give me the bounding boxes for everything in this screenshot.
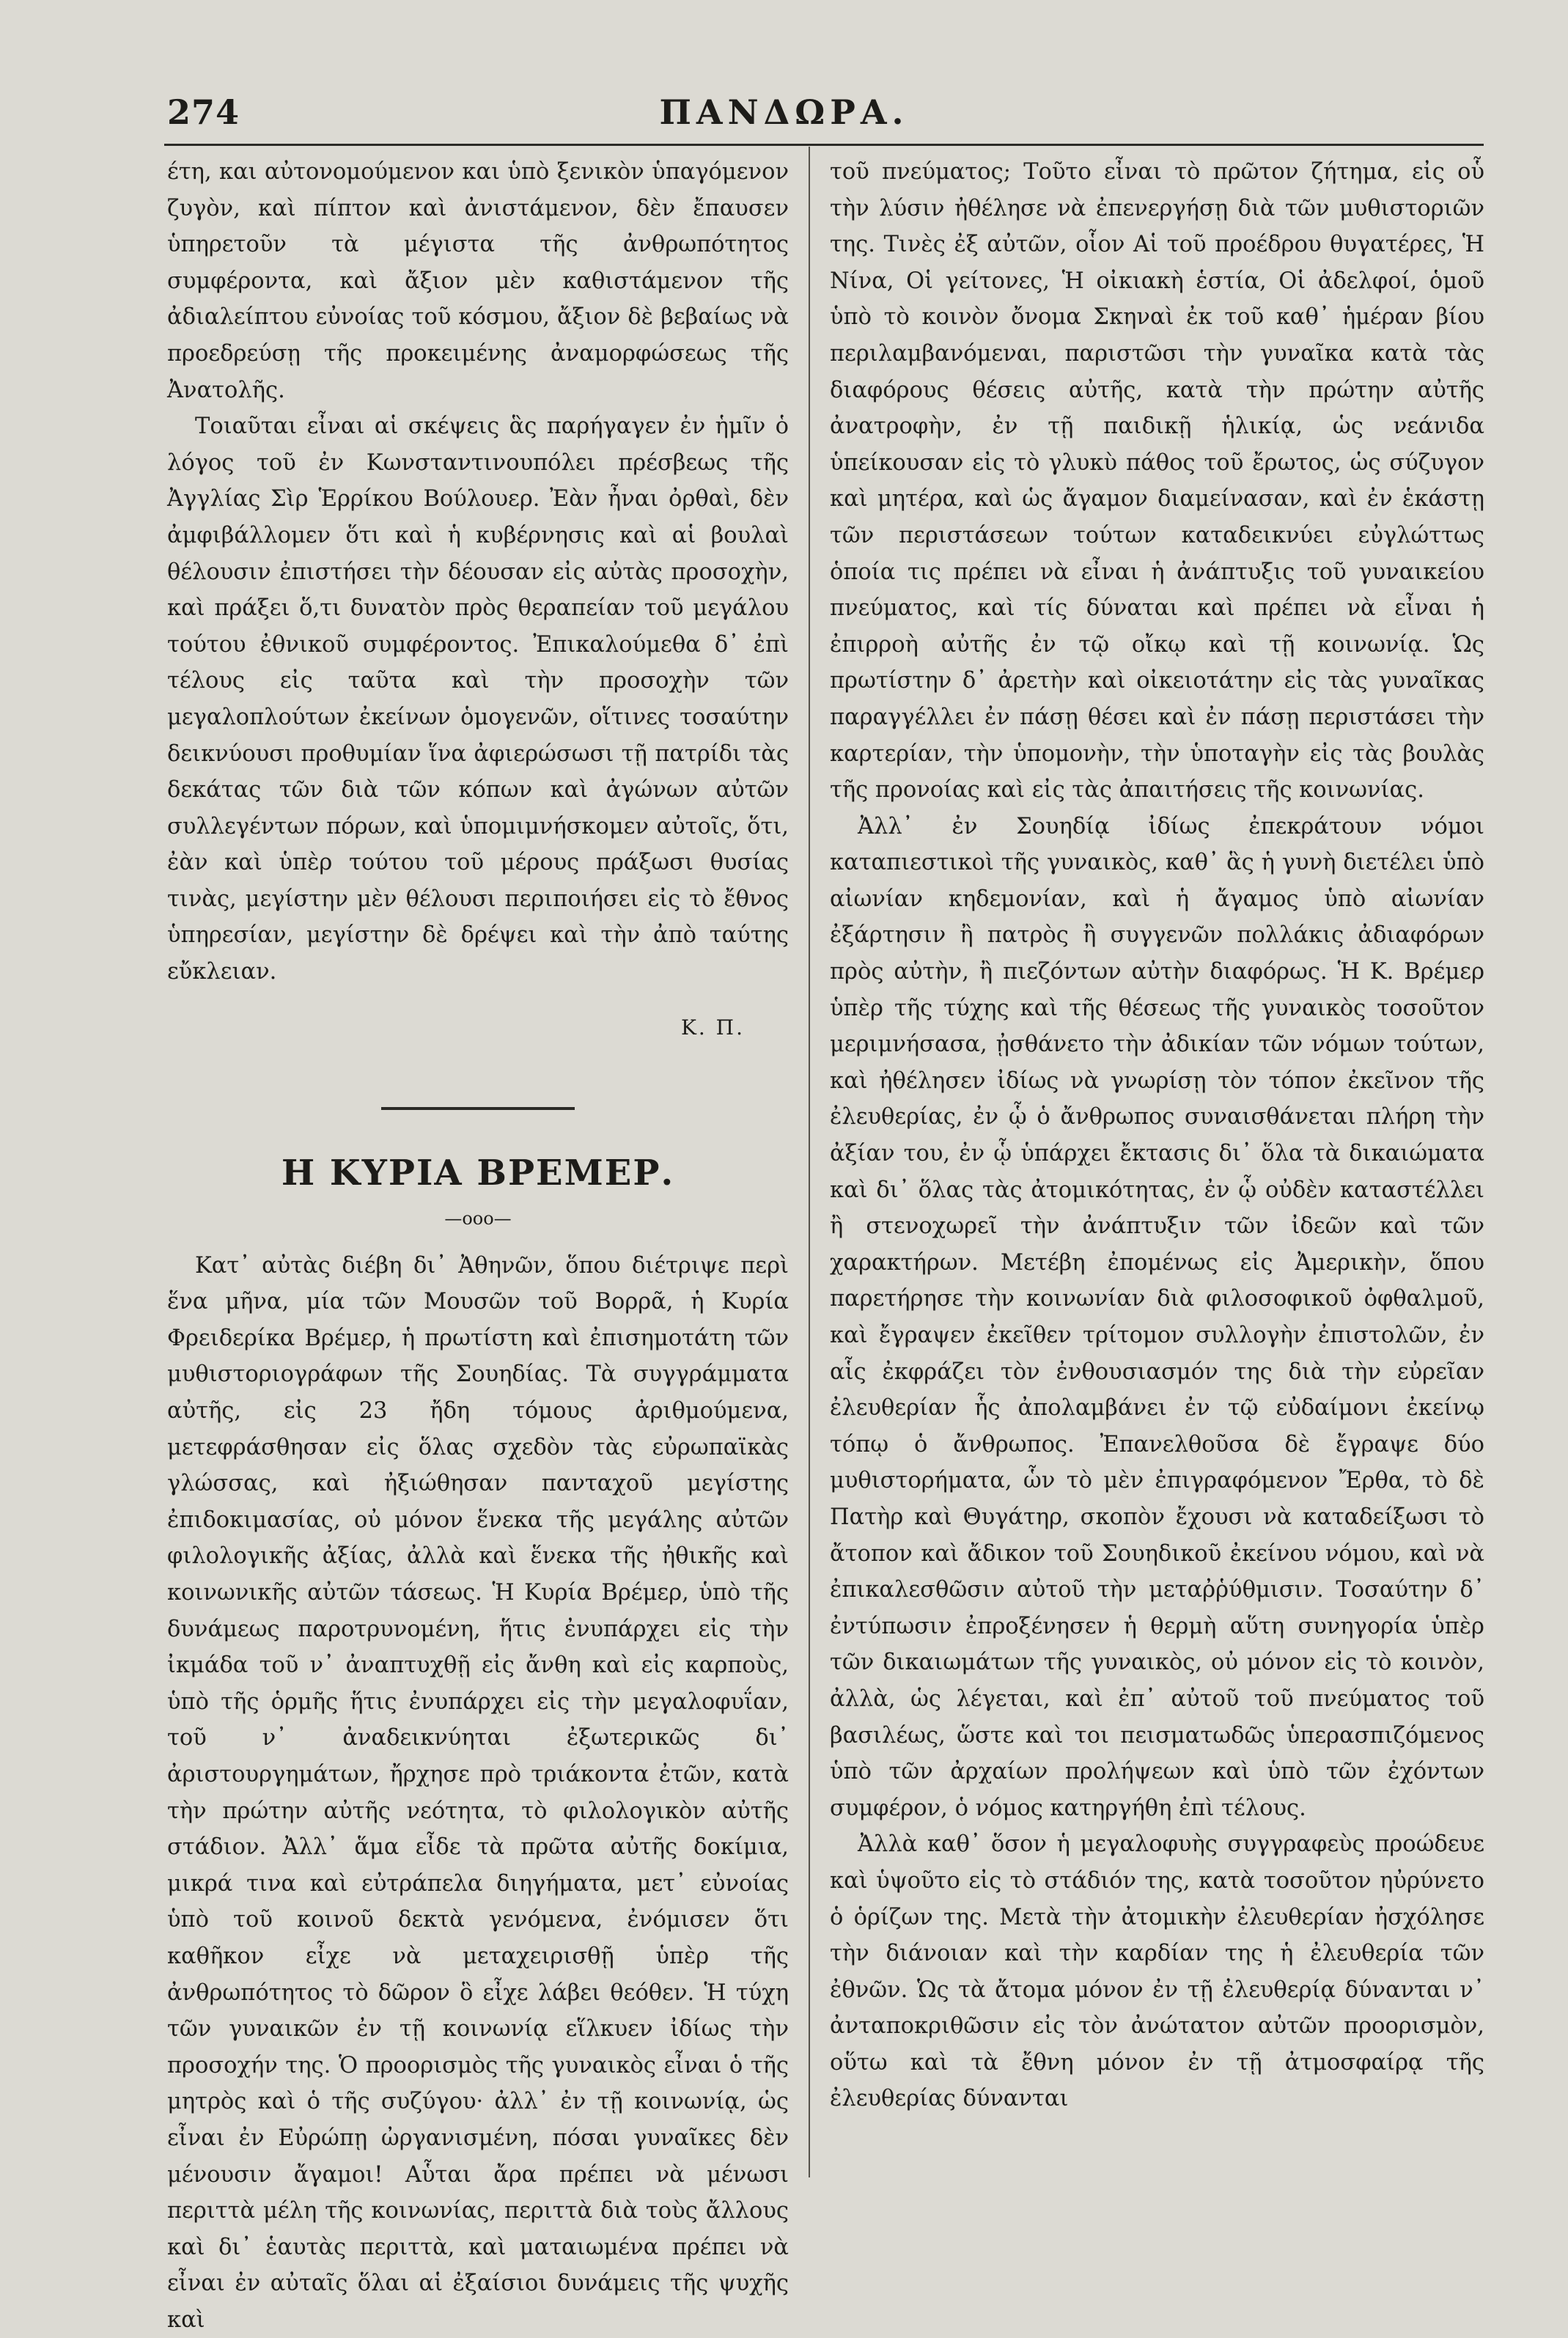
section-separator (381, 1107, 575, 1110)
column-divider (809, 147, 810, 2177)
left-paragraph-1: έτη, και αὐτονομούμενον και ὑπὸ ξενικὸν ὑπαγόμενον ζυγὸν, καὶ πίπτον καὶ ἀνιστάμενον, δὲν ἔπαυσεν ὑπηρετοῦν τὰ μέγιστα τῆς ἀνθρωπότητος συμφέροντα, καὶ ἄξιον μὲν καθιστάμενον τῆς ἀδιαλείπτου εὐνοίας τοῦ κόσμου, ἄξιον δὲ βεβαίως νὰ προεδρεύσῃ τῆς προκειμένης ἀναμορφώσεως τῆς Ἀνατολῆς. (167, 159, 789, 403)
left-paragraph-3: Κατ᾽ αὐτὰς διέβη δι᾽ Ἀθηνῶν, ὅπου διέτριψε περὶ ἕνα μῆνα, μία τῶν Μουσῶν τοῦ Βορρᾶ, ἡ Κυρία Φρειδερίκα Βρέμερ, ἡ πρωτίστη καὶ ἐπισημοτάτη τῶν μυθιστοριογράφων τῆς Σουηδίας. Τὰ συγγράμματα αὐτῆς, εἰς 23 ἤδη τόμους ἀριθμούμενα, μετεφράσθησαν εἰς ὅλας σχεδὸν τὰς εὐρωπαϊκὰς γλώσσας, καὶ ἠξιώθησαν πανταχοῦ μεγίστης ἐπιδοκιμασίας, οὐ μόνον ἕνεκα τῆς μεγάλης αὐτῶν φιλολογικῆς ἀξίας, ἀλλὰ καὶ ἕνεκα τῆς ἠθικῆς καὶ κοινωνικῆς αὐτῶν τάσεως. Ἡ Κυρία Βρέμερ, ὑπὸ τῆς δυνάμεως παροτρυνομένη, ἥτις ἐνυπάρχει εἰς τὴν ἰκμάδα τοῦ ν᾽ ἀναπτυχθῇ εἰς ἄνθη καὶ εἰς καρποὺς, ὑπὸ τῆς ὁρμῆς ἥτις ἐνυπάρχει εἰς τὴν μεγαλοφυΐαν, τοῦ ν᾽ ἀναδεικνύηται ἐξωτερικῶς δι᾽ ἀριστουργημάτων, ἤρχησε πρὸ τριάκοντα ἐτῶν, κατὰ τὴν πρώτην αὐτῆς νεότητα, τὸ φιλολογικὸν αὐτῆς στάδιον. Ἀλλ᾽ ἅμα εἶδε τὰ πρῶτα αὐτῆς δοκίμια, μικρά τινα καὶ εὐτράπελα διηγήματα, μετ᾽ εὐνοίας ὑπὸ τοῦ κοινοῦ δεκτὰ γενόμενα, ἐνόμισεν ὅτι καθῆκον εἶχε νὰ μεταχειρισθῇ ὑπὲρ τῆς ἀνθρωπότητος τὸ δῶρον ὃ εἶχε λάβει θεόθεν. Ἡ τύχη τῶν γυναικῶν ἐν τῇ κοινωνίᾳ εἵλκυεν ἰδίως τὴν προσοχήν της. Ὁ προορισμὸς τῆς γυναικὸς εἶναι ὁ τῆς μητρὸς καὶ ὁ τῆς συζύγου· ἀλλ᾽ ἐν τῇ κοινωνίᾳ, ὡς εἶναι ἐν Εὐρώπῃ ὠργανισμένη, πόσαι γυναῖκες δὲν μένουσιν ἄγαμοι! Αὗται ἄρα πρέπει νὰ μένωσι περιττὰ μέλη τῆς κοινωνίας, περιττὰ διὰ τοὺς ἄλλους καὶ δι᾽ ἑαυτὰς περιττὰ, καὶ ματαιωμένα πρέπει νὰ εἶναι ἐν αὐταῖς ὅλαι αἱ ἐξαίσιοι δυνάμεις τῆς ψυχῆς καὶ (167, 1252, 789, 2333)
left-column (167, 154, 789, 2333)
right-paragraph-1: τοῦ πνεύματος; Τοῦτο εἶναι τὸ πρῶτον ζήτημα, εἰς οὗ τὴν λύσιν ἠθέλησε νὰ ἐπενεργήσῃ διὰ τῶν μυθιστοριῶν της. Τινὲς ἐξ αὐτῶν, οἷον Αἱ τοῦ προέδρου θυγατέρες, Ἡ Νίνα, Οἱ γείτονες, Ἡ οἰκιακὴ ἑστία, Οἱ ἀδελφοί, ὁμοῦ ὑπὸ τὸ κοινὸν ὄνομα Σκηναὶ ἐκ τοῦ καθ᾽ ἡμέραν βίου περιλαμβανόμεναι, παριστῶσι τὴν γυναῖκα κατὰ τὰς διαφόρους θέσεις αὐτῆς, κατὰ τὴν πρώτην αὐτῆς ἀνατροφὴν, ἐν τῇ παιδικῇ ἡλικίᾳ, ὡς νεάνιδα ὑπείκουσαν εἰς τὸ γλυκὺ πάθος τοῦ ἔρωτος, ὡς σύζυγον καὶ μητέρα, καὶ ὡς ἄγαμον διαμείνασαν, καὶ ἐν ἑκάστῃ τῶν περιστάσεων τούτων καταδεικνύει εὐγλώττως ὁποία τις πρέπει νὰ εἶναι ἡ ἀνάπτυξις τοῦ γυναικείου πνεύματος, καὶ τίς δύναται καὶ πρέπει νὰ εἶναι ἡ ἐπιρροὴ αὐτῆς ἐν τῷ οἴκῳ καὶ τῇ κοινωνίᾳ. Ὡς πρωτίστην δ᾽ ἀρετὴν καὶ οἰκειοτάτην εἰς τὰς γυναῖκας παραγγέλλει ἐν πάσῃ θέσει καὶ ἐν πάσῃ περιστάσει τὴν καρτερίαν, τὴν ὑπομονὴν, τὴν ὑποταγὴν εἰς τὰς βουλὰς τῆς προνοίας καὶ εἰς τὰς ἀπαιτήσεις τῆς κοινωνίας. (830, 159, 1484, 804)
right-column (830, 154, 1484, 2177)
page-number: 274 (167, 92, 240, 132)
author-signature: Κ. Π. (680, 1015, 745, 1040)
left-paragraph-2: Τοιαῦται εἶναι αἱ σκέψεις ἃς παρήγαγεν ἐν ἡμῖν ὁ λόγος τοῦ ἐν Κωνσταντινουπόλει πρέσβεως τῆς Ἀγγλίας Σὶρ Ἑρρίκου Βούλουερ. Ἐὰν ἦναι ὀρθαὶ, δὲν ἀμφιβάλλομεν ὅτι καὶ ἡ κυβέρνησις καὶ αἱ βουλαὶ θέλουσιν ἐπιστήσει τὴν δέουσαν εἰς αὐτὰς προσοχὴν, καὶ πράξει ὅ,τι δυνατὸν πρὸς θεραπείαν τοῦ μεγάλου τούτου ἐθνικοῦ συμφέροντος. Ἐπικαλούμεθα δ᾽ ἐπὶ τέλους εἰς ταῦτα καὶ τὴν προσοχὴν τῶν μεγαλοπλούτων ἐκείνων ὁμογενῶν, οἵτινες τοσαύτην δεικνύουσι προθυμίαν ἵνα ἀφιερώσωσι τῇ πατρίδι τὰς δεκάτας τῶν διὰ τῶν κόπων καὶ ἀγώνων αὐτῶν συλλεγέντων πόρων, καὶ ὑπομιμνήσκομεν αὐτοῖς, ὅτι, ἐὰν καὶ ὑπὲρ τούτου τοῦ μέρους πράξωσι θυσίας τινὰς, μεγίστην μὲν θέλουσι περιποιήσει εἰς τὸ ἔθνος ὑπηρεσίαν, μεγίστην δὲ δρέψει καὶ τὴν ἀπὸ ταύτης εὔκλειαν. (167, 413, 789, 985)
right-paragraph-3: Ἀλλὰ καθ᾽ ὅσον ἡ μεγαλοφυὴς συγγραφεὺς προώδευε καὶ ὑψοῦτο εἰς τὸ στάδιόν της, κατὰ τοσοῦτον ηὐρύνετο ὁ ὁρίζων της. Μετὰ τὴν ἀτομικὴν ἐλευθερίαν ἠσχόλησε τὴν διάνοιαν καὶ τὴν καρδίαν της ἡ ἐλευθερία τῶν ἐθνῶν. Ὡς τὰ ἄτομα μόνον ἐν τῇ ἐλευθερίᾳ δύνανται ν᾽ ἀνταποκριθῶσιν εἰς τὸν ἀνώτατον αὐτῶν προορισμὸν, οὕτω καὶ τὰ ἔθνη μόνον ἐν τῇ ἀτμοσφαίρᾳ τῆς ἐλευθερίας δύνανται (830, 1831, 1484, 2112)
right-paragraph-2: Ἀλλ᾽ ἐν Σουηδίᾳ ἰδίως ἐπεκράτουν νόμοι καταπιεστικοὶ τῆς γυναικὸς, καθ᾽ ἃς ἡ γυνὴ διετέλει ὑπὸ αἰωνίαν κηδεμονίαν, καὶ ἡ ἄγαμος ὑπὸ αἰωνίαν ἐξάρτησιν ἢ πατρὸς ἢ συγγενῶν πολλάκις ἀδιαφόρων πρὸς αὐτὴν, ἢ πιεζόντων αὐτὴν διαφόρως. Ἡ Κ. Βρέμερ ὑπὲρ τῆς τύχης καὶ τῆς θέσεως τῆς γυναικὸς τοσοῦτον μεριμνήσασα, ᾐσθάνετο τὴν ἀδικίαν τῶν νόμων τούτων, καὶ ἠθέλησεν ἰδίως νὰ γνωρίσῃ τὸν τόπον ἐκεῖνον τῆς ἐλευθερίας, ἐν ᾧ ὁ ἄνθρωπος συναισθάνεται πλήρη τὴν ἀξίαν του, ἐν ᾧ ὑπάρχει ἔκτασις δι᾽ ὅλα τὰ δικαιώματα καὶ δι᾽ ὅλας τὰς ἀτομικότητας, ἐν ᾧ οὐδὲν καταστέλλει ἢ στενοχωρεῖ τὴν ἀνάπτυξιν τῶν ἰδεῶν καὶ τῶν χαρακτήρων. Μετέβη ἐπομένως εἰς Ἀμερικὴν, ὅπου παρετήρησε τὴν κοινωνίαν διὰ φιλοσοφικοῦ ὀφθαλμοῦ, καὶ ἔγραψεν ἐκεῖθεν τρίτομον συλλογὴν ἐπιστολῶν, ἐν αἷς ἐκφράζει τὸν ἐνθουσιασμόν της διὰ τὴν εὐρεῖαν ἐλευθερίαν ἧς ἀπολαμβάνει ἐν τῷ εὐδαίμονι ἐκείνῳ τόπῳ ὁ ἄνθρωπος. Ἐπανελθοῦσα δὲ ἔγραψε δύο μυθιστορήματα, ὧν τὸ μὲν ἐπιγραφόμενον Ἔρθα, τὸ δὲ Πατὴρ καὶ Θυγάτηρ, σκοπὸν ἔχουσι νὰ καταδείξωσι τὸ ἄτοπον καὶ ἄδικον τοῦ Σουηδικοῦ ἐκείνου νόμου, καὶ νὰ ἐπικαλεσθῶσιν αὐτοῦ τὴν μεταῤῥύθμισιν. Τοσαύτην δ᾽ ἐντύπωσιν ἐπροξένησεν ἡ θερμὴ αὕτη συνηγορία ὑπὲρ τῶν δικαιωμάτων τῆς γυναικὸς, οὐ μόνον εἰς τὸ κοινὸν, ἀλλὰ, ὡς λέγεται, καὶ ἐπ᾽ αὐτοῦ τοῦ πνεύματος τοῦ βασιλέως, ὥστε καὶ τοι πεισματωδῶς ὑπερασπιζόμενος ὑπὸ τῶν ἀρχαίων προλήψεων καὶ ὑπὸ τῶν ἐχόντων συμφέρον, ὁ νόμος κατηργήθη ἐπὶ τέλους. (830, 813, 1484, 1821)
running-title: ΠΑΝΔΩΡΑ. (659, 92, 909, 132)
title-ornament: —ooo— (444, 1207, 512, 1229)
article-title: Η ΚΥΡΙΑ ΒΡΕΜΕΡ. (281, 1152, 675, 1194)
page-header (0, 92, 1568, 144)
header-rule (164, 144, 1484, 146)
